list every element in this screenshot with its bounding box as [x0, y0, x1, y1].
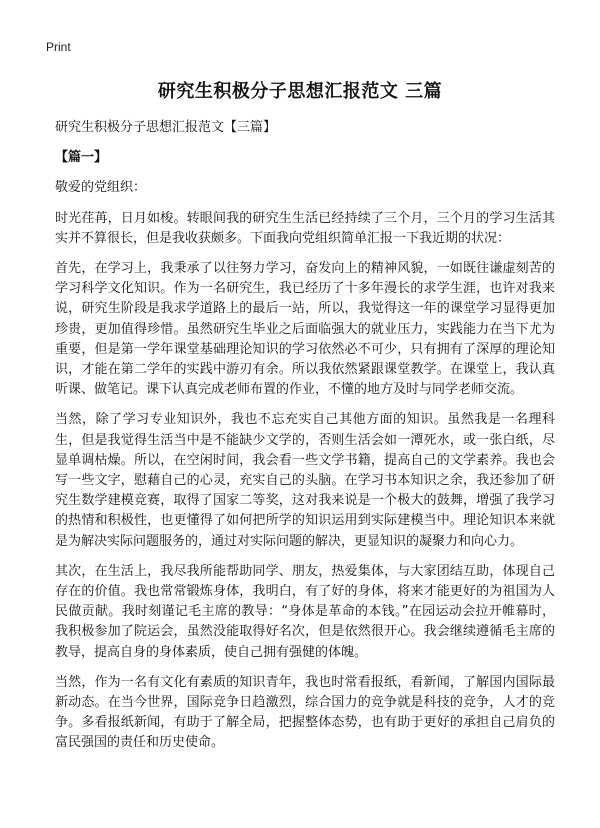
paragraph-3: 当然，除了学习专业知识外，我也不忘充实自己其他方面的知识。虽然我是一名理科生，但是我觉得生活当中是不能缺少文学的，否则生活会如一潭死水，或一张白纸，尽显单调枯燥。所以，在空闲时间，我会看一些文学书籍，提高自己的文学素养。我也会写一些文字，慰藉自己的心灵，充实自己的头脑。在学习书本知识之余，我还参加了研究生数学建模竞赛，取得了国家二等奖，这对我来说是一个极大的鼓舞，增强了我学习的热情和积极性，也更懂得了如何把所学的知识运用到实际建模当中。理论知识本来就是为解决实际问题服务的，通过对实际问题的解决，更显知识的凝聚力和向心力。 — [55, 412, 555, 549]
paragraph-4: 其次，在生活上，我尽我所能帮助同学、朋友，热爱集体，与大家团结互助，体现自己存在的价值。我也常常锻炼身体，我明白，有了好的身体，将来才能更好的为祖国为人民做贡献。我时刻谨记毛主席的教导：“身体是革命的本钱。”在园运动会拉开帷幕时，我积极参加了院运会，虽然没能取得好名次，但是依然很开心。我会继续遵循毛主席的教导，提高自身的身体素质，使自己拥有强健的体魄。 — [55, 563, 555, 660]
section-label: 【篇一】 — [55, 150, 108, 166]
paragraph-1: 时光荏苒，日月如梭。转眼间我的研究生生活已经持续了三个月，三个月的学习生活其实并不算很长，但是我收获颇多。下面我向党组织简单汇报一下我近期的状况： — [55, 210, 555, 246]
document-title: 研究生积极分子思想汇报范文 三篇 — [157, 81, 443, 102]
salutation: 敬爱的党组织： — [55, 180, 147, 196]
document-body — [55, 118, 555, 764]
print-label: Print — [46, 40, 71, 54]
paragraph-2: 首先，在学习上，我秉承了以往努力学习，奋发向上的精神风貌，一如既往谦虚刻苦的学习科学文化知识。作为一名研究生，我已经历了十多年漫长的求学生涯，也许对我来说，研究生阶段是我求学道路上的最后一站，所以，我觉得这一年的课堂学习显得更加珍贵，更加值得珍惜。虽然研究生毕业之后面临强大的就业压力，实践能力在当下尤为重要，但是第一学年课堂基础理论知识的学习依然必不可少，只有拥有了深厚的理论知识，才能在第二学年的实践中游刃有余。所以我依然紧跟课堂教学。在课堂上，我认真听课、做笔记。课下认真完成老师布置的作业，不懂的地方及时与同学老师交流。 — [55, 261, 555, 398]
paragraph-5: 当然，作为一名有文化有素质的知识青年，我也时常看报纸，看新闻，了解国内国际最新动态。在当今世界，国际竞争日趋激烈，综合国力的竞争就是科技的竞争，人才的竞争。多看报纸新闻，有助于了解全局，把握整体态势，也有助于更好的承担自己肩负的富民强国的责任和历史使命。 — [55, 674, 555, 751]
document-subtitle: 研究生积极分子思想汇报范文【三篇】 — [55, 120, 277, 135]
